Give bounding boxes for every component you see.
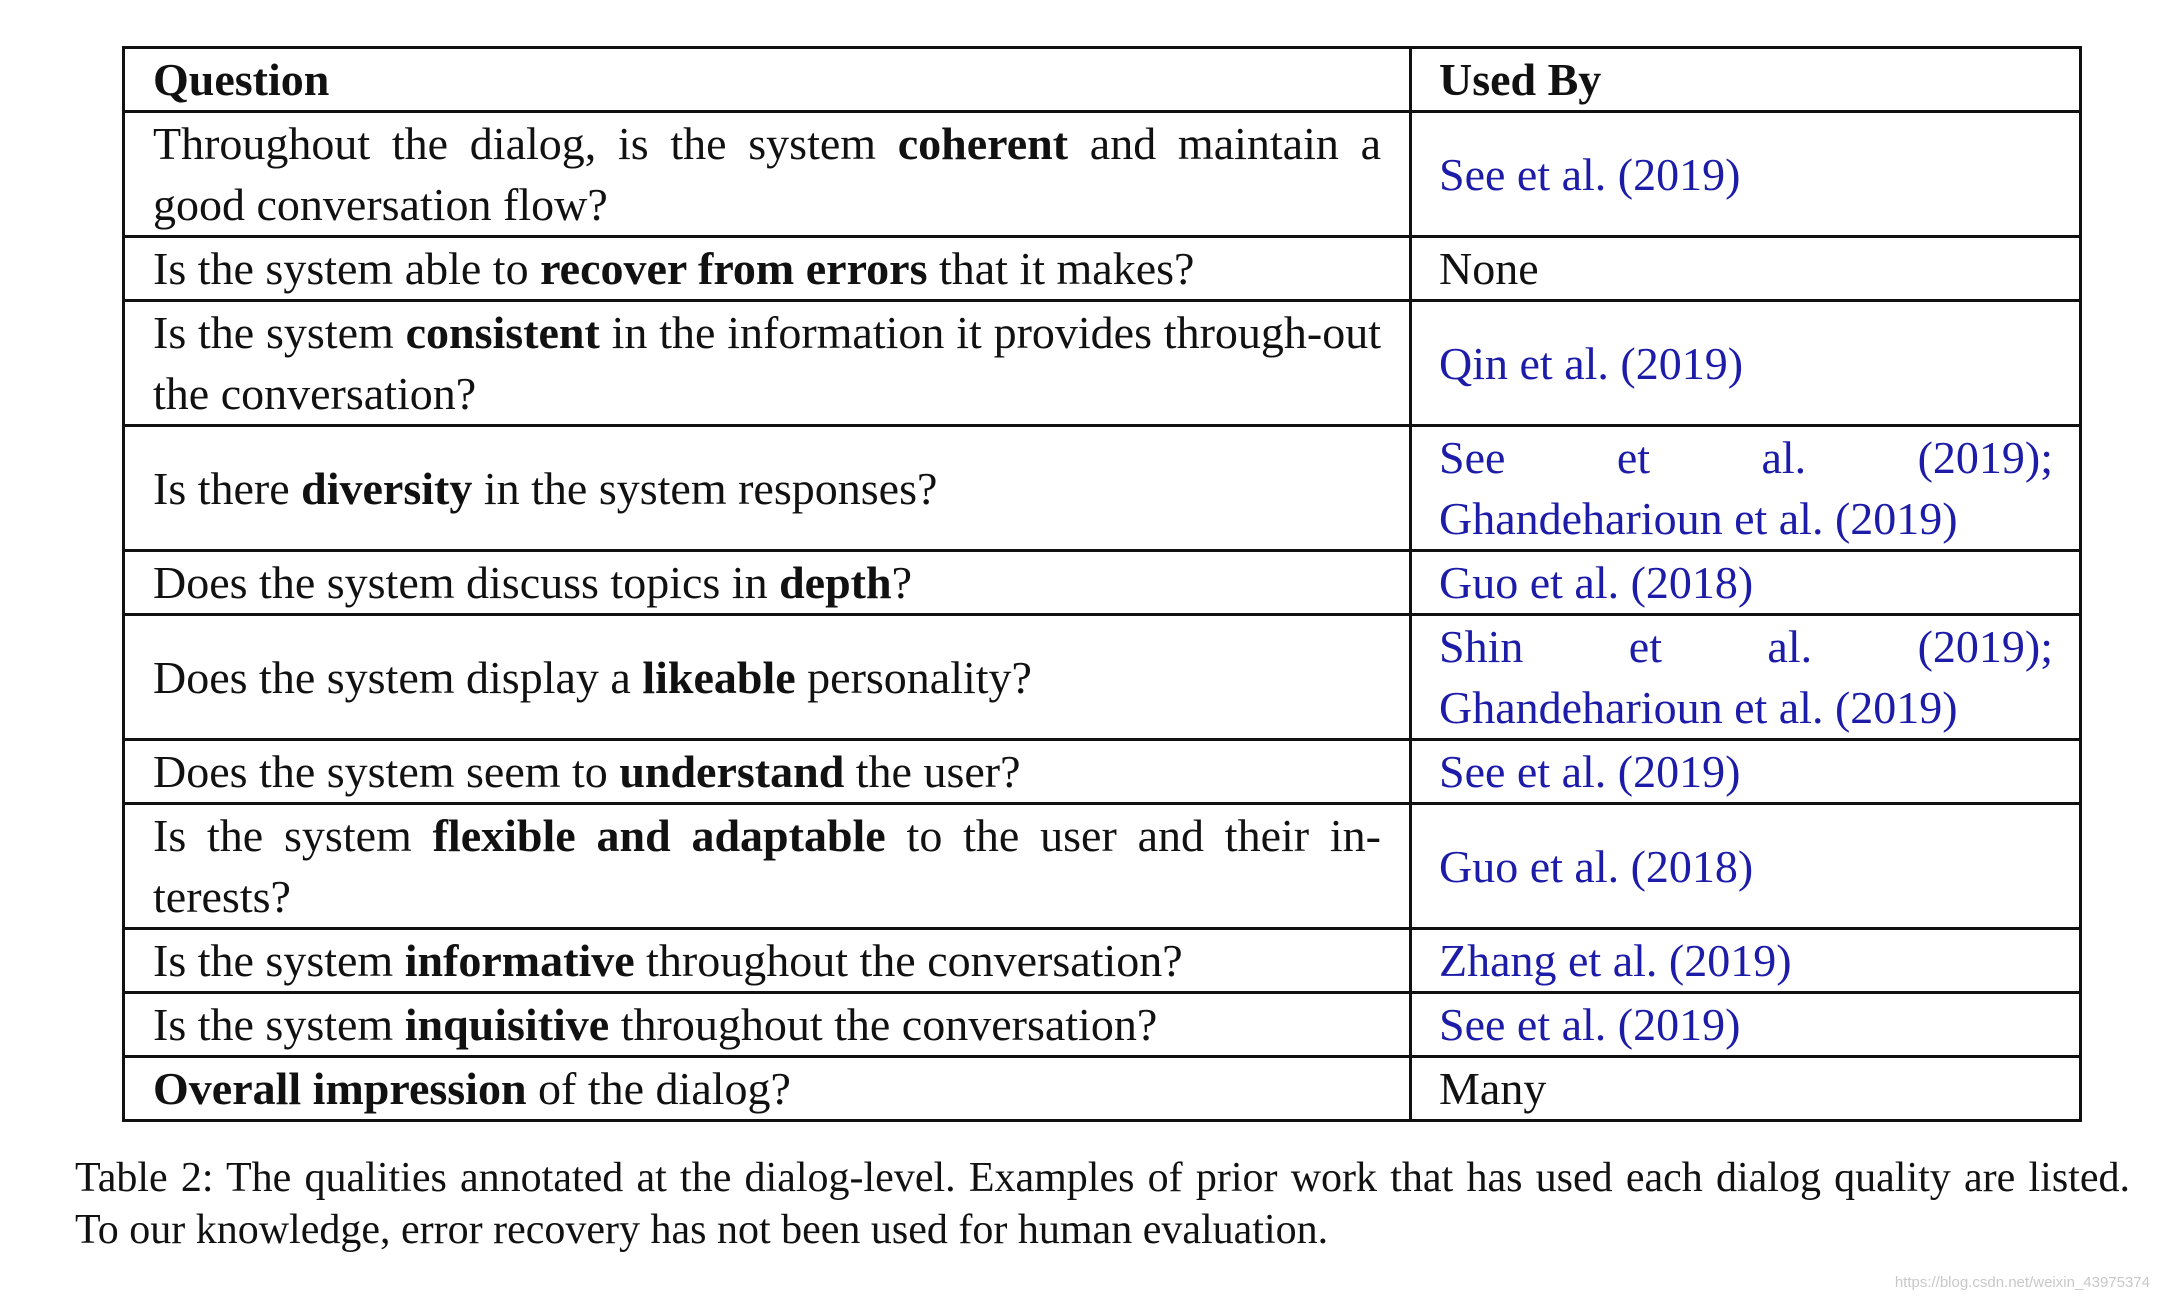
qualities-table bbox=[122, 46, 2082, 1122]
citation-link[interactable]: Zhang et al. (2019) bbox=[1439, 935, 1792, 986]
quality-keyword: Overall impression bbox=[153, 1063, 527, 1114]
question-cell bbox=[124, 426, 1411, 551]
quality-keyword: understand bbox=[619, 746, 845, 797]
citation-link[interactable]: See et al. (2019) bbox=[1439, 746, 1741, 797]
question-text: the user? bbox=[844, 746, 1021, 797]
quality-keyword: flexible and adaptable bbox=[432, 810, 886, 861]
watermark: https://blog.csdn.net/weixin_43975374 bbox=[1894, 1274, 2150, 1291]
question-text: Is the system bbox=[153, 810, 433, 861]
used-by-cell bbox=[1411, 237, 2081, 301]
citation-link[interactable]: Shin et al. (2019); bbox=[1439, 621, 2053, 672]
question-text: and maintain a good conversation flow? bbox=[153, 118, 1381, 230]
table-caption: Table 2: The qualities annotated at the dialog-level. Examples of prior work that has used each dialog quality are listed. To our knowledge, error recovery has not been used for human evaluation. bbox=[75, 1155, 2130, 1253]
question-cell bbox=[124, 301, 1411, 426]
question-text: Does the system discuss topics in bbox=[153, 557, 780, 608]
table-header-row bbox=[124, 48, 2081, 112]
question-cell bbox=[124, 993, 1411, 1057]
quality-keyword: inquisitive bbox=[404, 999, 610, 1050]
question-cell bbox=[124, 1057, 1411, 1121]
used-by-cell bbox=[1411, 740, 2081, 804]
quality-keyword: diversity bbox=[301, 462, 473, 514]
quality-keyword: likeable bbox=[642, 651, 796, 703]
used-by-text: Many bbox=[1439, 1063, 1547, 1114]
table-row bbox=[124, 551, 2081, 615]
used-by-cell bbox=[1411, 301, 2081, 426]
used-by-text: None bbox=[1439, 243, 1539, 294]
used-by-cell bbox=[1411, 993, 2081, 1057]
question-text: Does the system display a bbox=[153, 651, 643, 703]
citation-link[interactable]: See et al. (2019) bbox=[1439, 999, 1741, 1050]
table-row bbox=[124, 1057, 2081, 1121]
question-text: in the information it provides through-out the conversation? bbox=[153, 307, 1381, 419]
question-cell bbox=[124, 237, 1411, 301]
table-row bbox=[124, 804, 2081, 929]
table-row bbox=[124, 301, 2081, 426]
question-text: Throughout the dialog, is the system bbox=[153, 118, 898, 169]
citation-link[interactable]: Guo et al. (2018) bbox=[1439, 557, 1754, 608]
question-cell bbox=[124, 615, 1411, 740]
question-text: Is there bbox=[153, 462, 302, 514]
citation-link[interactable]: Ghandeharioun et al. (2019) bbox=[1439, 493, 1958, 544]
question-text: to the user and their in-terests? bbox=[153, 810, 1381, 922]
used-by-cell bbox=[1411, 426, 2081, 551]
used-by-cell bbox=[1411, 1057, 2081, 1121]
citation-link[interactable]: Guo et al. (2018) bbox=[1439, 840, 1754, 892]
used-by-cell bbox=[1411, 804, 2081, 929]
table-row bbox=[124, 929, 2081, 993]
quality-keyword: recover from errors bbox=[540, 243, 928, 294]
quality-keyword: consistent bbox=[405, 307, 600, 358]
question-text: that it makes? bbox=[927, 243, 1195, 294]
question-text: throughout the conversation? bbox=[609, 999, 1158, 1050]
table-row bbox=[124, 993, 2081, 1057]
question-text: Is the system bbox=[153, 935, 405, 986]
used-by-cell bbox=[1411, 112, 2081, 237]
question-text: Is the system able to bbox=[153, 243, 541, 294]
citation-link[interactable]: See et al. (2019) bbox=[1439, 148, 1741, 200]
question-cell bbox=[124, 740, 1411, 804]
citation-link[interactable]: Qin et al. (2019) bbox=[1439, 337, 1744, 389]
question-cell bbox=[124, 804, 1411, 929]
table-row bbox=[124, 237, 2081, 301]
table-row bbox=[124, 740, 2081, 804]
question-text: throughout the conversation? bbox=[634, 935, 1183, 986]
quality-keyword: informative bbox=[404, 935, 635, 986]
question-text: Does the system seem to bbox=[153, 746, 620, 797]
question-cell bbox=[124, 929, 1411, 993]
quality-keyword: coherent bbox=[897, 118, 1069, 169]
question-text: Is the system bbox=[153, 999, 405, 1050]
header-question: Question bbox=[124, 48, 1411, 112]
citation-link[interactable]: See et al. (2019); bbox=[1439, 432, 2053, 483]
table-row bbox=[124, 426, 2081, 551]
question-cell bbox=[124, 112, 1411, 237]
used-by-cell bbox=[1411, 551, 2081, 615]
question-text: ? bbox=[891, 557, 912, 608]
question-cell bbox=[124, 551, 1411, 615]
used-by-cell bbox=[1411, 929, 2081, 993]
table-row bbox=[124, 615, 2081, 740]
header-used-by: Used By bbox=[1411, 48, 2081, 112]
question-text: Is the system bbox=[153, 307, 406, 358]
question-text: in the system responses? bbox=[472, 462, 938, 514]
citation-link[interactable]: Ghandeharioun et al. (2019) bbox=[1439, 682, 1958, 733]
question-text: personality? bbox=[795, 651, 1032, 703]
quality-keyword: depth bbox=[779, 557, 892, 608]
used-by-cell bbox=[1411, 615, 2081, 740]
table-row bbox=[124, 112, 2081, 237]
question-text: of the dialog? bbox=[526, 1063, 791, 1114]
